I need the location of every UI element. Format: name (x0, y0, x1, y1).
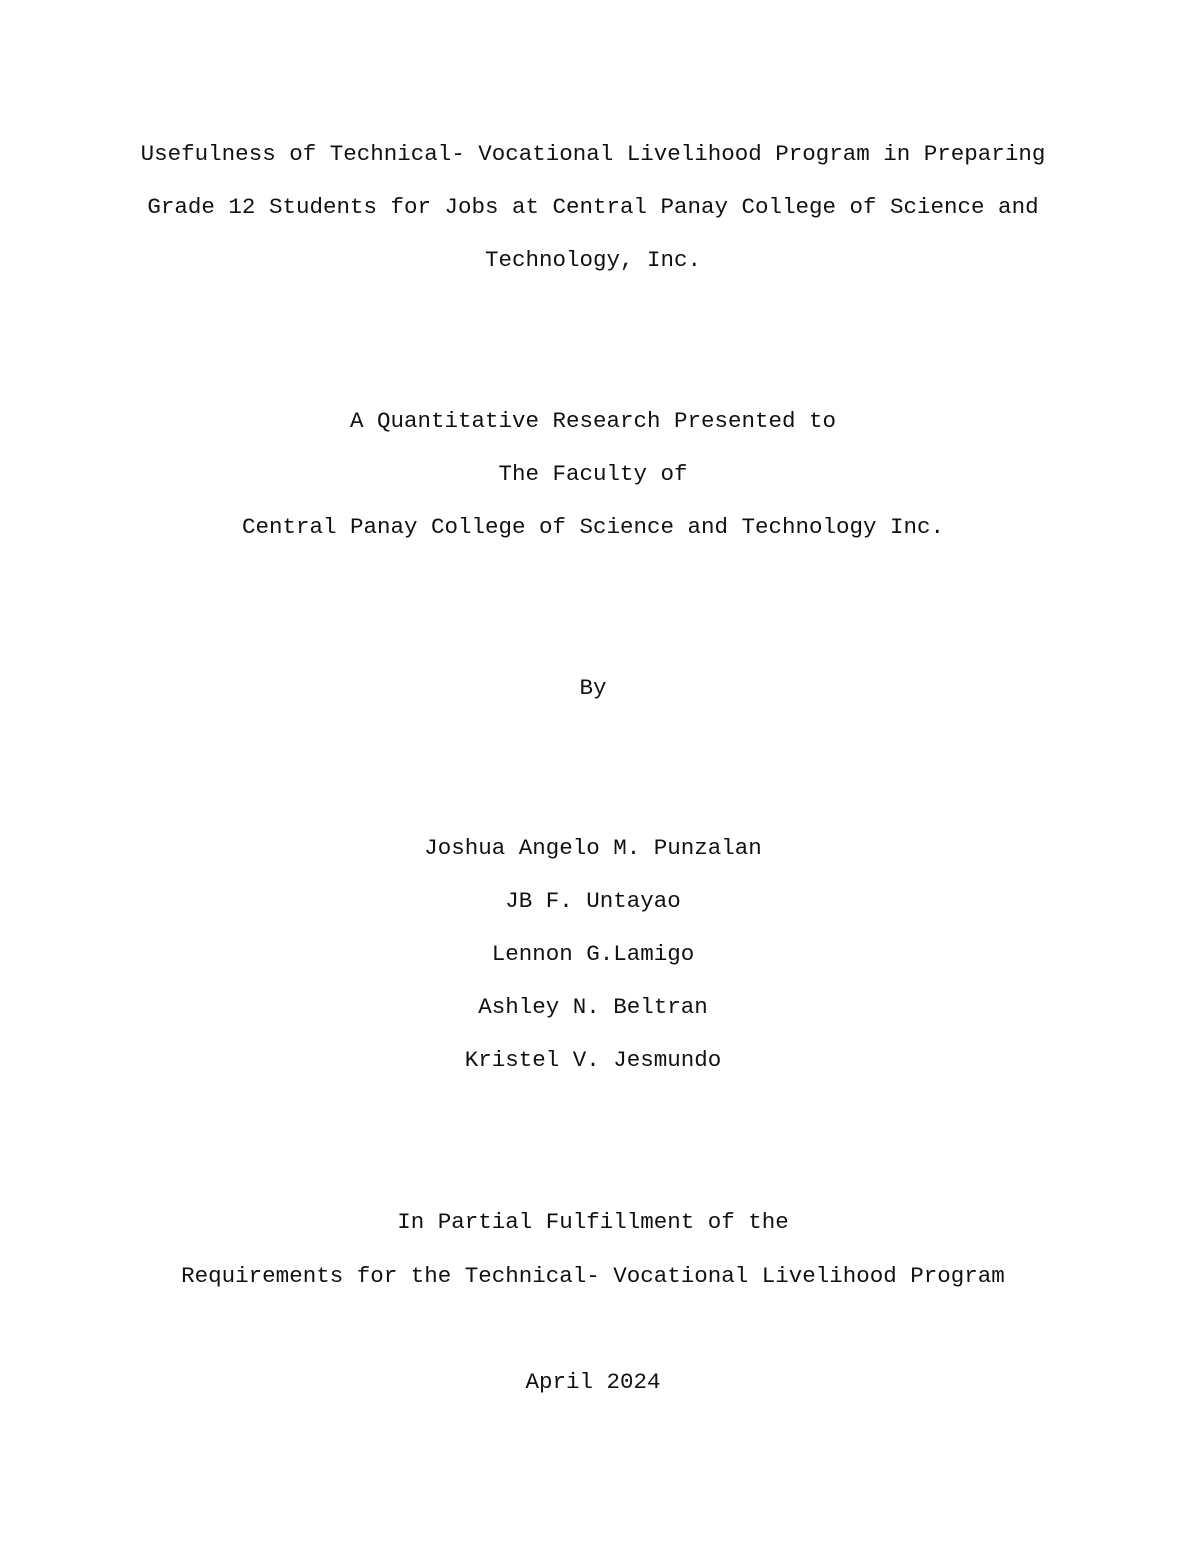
faculty-line: The Faculty of (498, 461, 688, 487)
title-line-1: Usefulness of Technical- Vocational Livelihood Program in Preparing (140, 141, 1046, 167)
author-name: JB F. Untayao (505, 888, 681, 914)
presented-to-line: A Quantitative Research Presented to (349, 408, 837, 434)
fulfillment-line-1: In Partial Fulfillment of the (397, 1209, 789, 1235)
institution-line: Central Panay College of Science and Technology Inc. (241, 514, 945, 540)
author-name: Kristel V. Jesmundo (464, 1047, 722, 1073)
author-name: Ashley N. Beltran (478, 994, 708, 1020)
date-line: April 2024 (525, 1369, 661, 1395)
title-line-3: Technology, Inc. (484, 247, 702, 273)
title-line-2: Grade 12 Students for Jobs at Central Panay College of Science and (147, 194, 1039, 220)
author-name: Joshua Angelo M. Punzalan (424, 835, 762, 861)
by-label: By (579, 675, 607, 701)
author-name: Lennon G.Lamigo (491, 941, 695, 967)
fulfillment-line-2: Requirements for the Technical- Vocational Livelihood Program (181, 1263, 1005, 1289)
